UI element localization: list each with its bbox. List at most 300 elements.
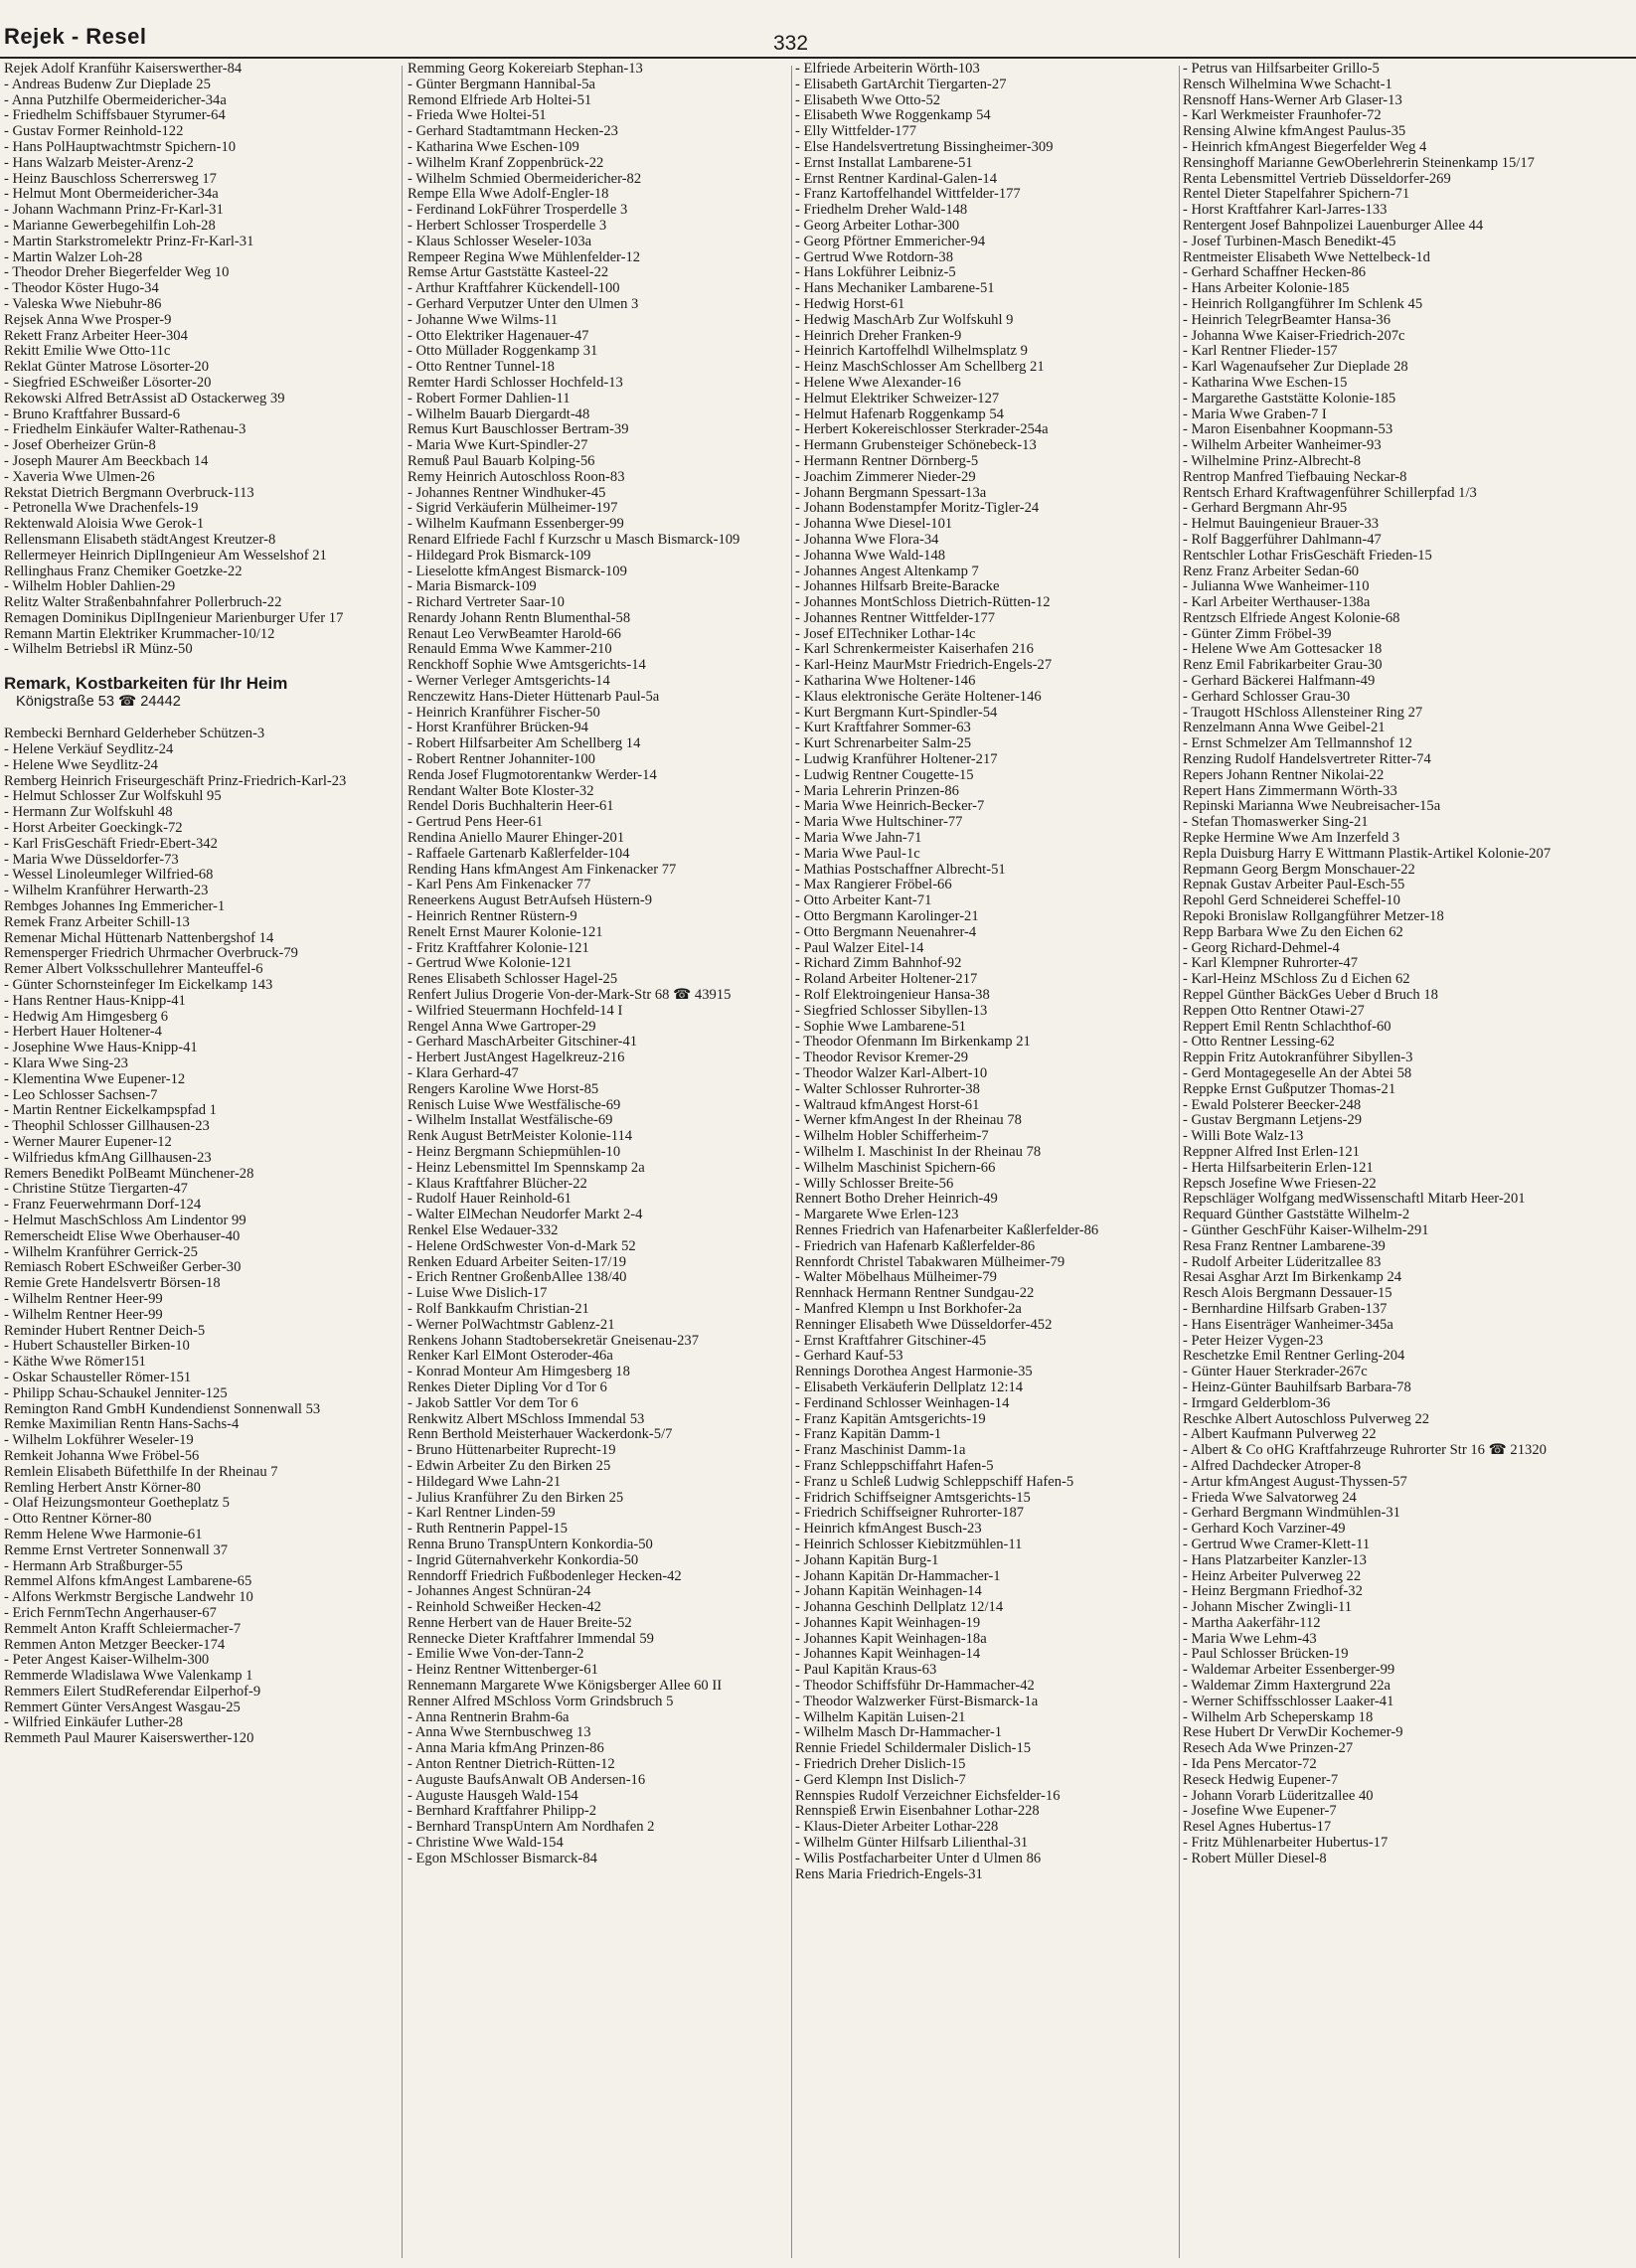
directory-entry: - Ingrid Güternahverkehr Konkordia-50: [408, 1551, 639, 1568]
directory-entry: - Wilhelm Schmied Obermeidericher-82: [408, 170, 642, 187]
directory-entry: - Hans Lokführer Leibniz-5: [795, 264, 956, 281]
directory-entry: - Johann Bodenstampfer Moritz-Tigler-24: [795, 500, 1040, 517]
directory-entry: - Raffaele Gartenarb Kaßlerfelder-104: [408, 845, 630, 862]
directory-entry: Remmert Günter VersAngest Wasgau-25: [4, 1699, 241, 1715]
directory-entry: - Wilhelm Günter Hilfsarb Lilienthal-31: [795, 1835, 1029, 1852]
directory-entry: - Otto Bergmann Neuenahrer-4: [795, 923, 977, 940]
directory-entry: - Walter Möbelhaus Mülheimer-79: [795, 1269, 997, 1286]
directory-entry: - Wilhelm Bauarb Diergardt-48: [408, 405, 590, 422]
directory-entry: Remke Maximilian Rentn Hans-Sachs-4: [4, 1416, 240, 1433]
directory-entry: Renninger Elisabeth Wwe Düsseldorfer-452: [795, 1316, 1053, 1333]
directory-entry: - Karl Rentner Linden-59: [408, 1505, 556, 1522]
directory-entry: - Robert Former Dahlien-11: [408, 390, 571, 406]
advertisement-block: [4, 674, 396, 711]
directory-entry: - Heinz MaschSchlosser Am Schellberg 21: [795, 359, 1045, 376]
directory-entry: Rentsch Erhard Kraftwagenführer Schillerpfad 1/3: [1183, 484, 1477, 501]
directory-entry: - Otto Bergmann Karolinger-21: [795, 908, 979, 925]
directory-entry: - Siegfried ESchweißer Lösorter-20: [4, 374, 212, 391]
directory-entry: - Martin Rentner Eickelkampspfad 1: [4, 1102, 217, 1119]
directory-entry: - Anton Rentner Dietrich-Rütten-12: [408, 1756, 615, 1773]
directory-entry: - Klara Wwe Sing-23: [4, 1055, 128, 1072]
directory-entry: Remberg Heinrich Friseurgeschäft Prinz-Friedrich-Karl-23: [4, 772, 347, 789]
directory-entry: - Wilhelm Masch Dr-Hammacher-1: [795, 1724, 1003, 1741]
page-header: [0, 0, 1636, 60]
directory-entry: - Johann Wachmann Prinz-Fr-Karl-31: [4, 202, 224, 219]
directory-entry: - Wilfriedus kfmAng Gillhausen-23: [4, 1149, 212, 1166]
directory-entry: - Georg Arbeiter Lothar-300: [795, 217, 960, 234]
directory-entry: - Wilfried Einkäufer Luther-28: [4, 1714, 183, 1731]
directory-entry: - Ruth Rentnerin Pappel-15: [408, 1521, 568, 1538]
directory-entry: - Helene Wwe Seydlitz-24: [4, 756, 158, 773]
directory-entry: - Sophie Wwe Lambarene-51: [795, 1018, 966, 1035]
directory-entry: - Wilhelm Kranf Zoppenbrück-22: [408, 154, 604, 171]
directory-entry: - Wilhelm Kranführer Herwarth-23: [4, 883, 209, 899]
directory-entry: - Heinz Rentner Wittenberger-61: [408, 1662, 598, 1679]
directory-entry: - Gerhard Schaffner Hecken-86: [1183, 264, 1367, 281]
directory-entry: - Johann Kapitän Burg-1: [795, 1551, 939, 1568]
directory-entry: - Friedrich van Hafenarb Kaßlerfelder-86: [795, 1237, 1036, 1254]
directory-entry: - Olaf Heizungsmonteur Goetheplatz 5: [4, 1495, 230, 1512]
directory-entry: - Hedwig Horst-61: [795, 295, 905, 312]
directory-entry: - Helmut Bauingenieur Brauer-33: [1183, 516, 1380, 533]
directory-entry: - Heinrich Rentner Rüstern-9: [408, 908, 577, 925]
directory-entry: - Else Handelsvertretung Bissingheimer-309: [795, 138, 1054, 155]
directory-entry: - Helmut Schlosser Zur Wolfskuhl 95: [4, 788, 222, 805]
directory-entry: Rensch Wilhelmina Wwe Schacht-1: [1183, 76, 1392, 92]
directory-entry: - Ernst Rentner Kardinal-Galen-14: [795, 170, 998, 187]
directory-entry: - Martin Starkstromelektr Prinz-Fr-Karl-31: [4, 233, 254, 249]
directory-entry: Remmel Alfons kfmAngest Lambarene-65: [4, 1573, 252, 1590]
directory-entry: - Ludwig Rentner Cougette-15: [795, 766, 974, 783]
directory-entry: - Ewald Polsterer Beecker-248: [1183, 1096, 1362, 1113]
directory-entry: - Karl-Heinz MSchloss Zu d Eichen 62: [1183, 971, 1410, 988]
directory-entry: - Wilhelm Arb Scheperskamp 18: [1183, 1708, 1374, 1725]
directory-entry: Renckhoff Sophie Wwe Amtsgerichts-14: [408, 657, 646, 674]
directory-entry: - Wilhelm Maschinist Spichern-66: [795, 1159, 996, 1176]
directory-entry: Rensing Alwine kfmAngest Paulus-35: [1183, 123, 1406, 140]
directory-entry: - Peter Heizer Vygen-23: [1183, 1332, 1324, 1349]
directory-entry: - Helene Wwe Alexander-16: [795, 374, 961, 391]
directory-entry: - Johannes MontSchloss Dietrich-Rütten-12: [795, 594, 1051, 611]
directory-entry: - Waldemar Arbeiter Essenberger-99: [1183, 1662, 1395, 1679]
directory-entry: Rennings Dorothea Angest Harmonie-35: [795, 1364, 1033, 1380]
directory-entry: Rembecki Bernhard Gelderheber Schützen-3: [4, 726, 265, 742]
directory-entry: - Ferdinand LokFührer Trosperdelle 3: [408, 202, 628, 219]
directory-entry: - Hubert Schausteller Birken-10: [4, 1338, 190, 1355]
directory-entry: - Wilfried Steuermann Hochfeld-14 I: [408, 1002, 623, 1019]
directory-entry: - Wilhelm Hobler Schifferheim-7: [795, 1128, 989, 1145]
directory-entry: - Johannes Kapit Weinhagen-18a: [795, 1630, 987, 1647]
directory-entry: Reppel Günther BäckGes Ueber d Bruch 18: [1183, 987, 1438, 1004]
directory-entry: Rennfordt Christel Tabakwaren Mülheimer-79: [795, 1253, 1065, 1270]
directory-entry: - Karl Klempner Ruhrorter-47: [1183, 955, 1358, 972]
directory-entry: - Valeska Wwe Niebuhr-86: [4, 295, 162, 312]
directory-entry: - Gerhard Bergmann Ahr-95: [1183, 500, 1348, 517]
directory-entry: Renkel Else Wedauer-332: [408, 1221, 559, 1238]
directory-entry: Rensnoff Hans-Werner Arb Glaser-13: [1183, 91, 1402, 108]
directory-entry: Rentmeister Elisabeth Wwe Nettelbeck-1d: [1183, 248, 1430, 265]
directory-entry: Renard Elfriede Fachl f Kurzschr u Masch Bismarck-109: [408, 531, 740, 548]
directory-entry: - Franz Maschinist Damm-1a: [795, 1442, 966, 1459]
directory-entry: Reklat Günter Matrose Lösorter-20: [4, 359, 209, 376]
directory-column-3: [795, 62, 1177, 2260]
directory-entry: - Fritz Mühlenarbeiter Hubertus-17: [1183, 1835, 1389, 1852]
directory-entry: - Maria Bismarck-109: [408, 578, 537, 595]
directory-entry: Rennspieß Erwin Eisenbahner Lothar-228: [795, 1803, 1040, 1820]
directory-entry: - Klaus Kraftfahrer Blücher-22: [408, 1175, 587, 1192]
directory-entry: - Karl Schrenkermeister Kaiserhafen 216: [795, 641, 1034, 658]
directory-entry: - Erich FernmTechn Angerhauser-67: [4, 1604, 217, 1621]
directory-entry: - Wilhelm Hobler Dahlien-29: [4, 578, 176, 595]
directory-entry: - Herbert Schlosser Trosperdelle 3: [408, 217, 607, 234]
directory-entry: - Wilhelm Arbeiter Wanheimer-93: [1183, 437, 1382, 454]
directory-entry: Remlein Elisabeth Büfetthilfe In der Rheinau 7: [4, 1463, 278, 1480]
directory-entry: Renda Josef Flugmotorentankw Werder-14: [408, 766, 657, 783]
directory-entry: - Friedrich Dreher Dislich-15: [795, 1756, 966, 1773]
directory-entry: - Franz Kapitän Amtsgerichts-19: [795, 1410, 986, 1427]
directory-entry: - Maria Wwe Paul-1c: [795, 845, 920, 862]
directory-entry: - Gerhard Koch Varziner-49: [1183, 1521, 1346, 1538]
directory-entry: Resch Alois Bergmann Dessauer-15: [1183, 1285, 1392, 1302]
directory-entry: - Theodor Revisor Kremer-29: [795, 1050, 969, 1066]
directory-entry: - Wilhelm Kaufmann Essenberger-99: [408, 516, 624, 533]
directory-entry: - Manfred Klempn u Inst Borkhofer-2a: [795, 1300, 1022, 1317]
directory-entry: - Petronella Wwe Drachenfels-19: [4, 500, 199, 517]
directory-entry: Reschetzke Emil Rentner Gerling-204: [1183, 1348, 1405, 1365]
directory-entry: Rennhack Hermann Rentner Sundgau-22: [795, 1285, 1035, 1302]
directory-entry: - Theodor Köster Hugo-34: [4, 280, 159, 297]
directory-entry: - Ferdinand Schlosser Weinhagen-14: [795, 1394, 1010, 1411]
directory-entry: - Gerhard Stadtamtmann Hecken-23: [408, 123, 618, 140]
directory-entry: Renna Bruno TranspUntern Konkordia-50: [408, 1536, 653, 1552]
directory-entry: Renzelmann Anna Wwe Geibel-21: [1183, 720, 1386, 736]
directory-entry: - Luise Wwe Dislich-17: [408, 1285, 548, 1302]
directory-entry: - Reinhold Schweißer Hecken-42: [408, 1599, 601, 1616]
directory-entry: - Theodor Schiffsführ Dr-Hammacher-42: [795, 1678, 1035, 1695]
directory-entry: - Heinz Lebensmittel Im Spennskamp 2a: [408, 1159, 645, 1176]
directory-entry: Rengel Anna Wwe Gartroper-29: [408, 1018, 596, 1035]
directory-entry: Rellermeyer Heinrich DiplIngenieur Am Wesselshof 21: [4, 547, 327, 564]
directory-entry: Reseck Hedwig Eupener-7: [1183, 1771, 1339, 1788]
directory-entry: - Petrus van Hilfsarbeiter Grillo-5: [1183, 62, 1380, 77]
directory-entry: Rekitt Emilie Wwe Otto-11c: [4, 343, 171, 360]
directory-entry: - Wilhelm Lokführer Weseler-19: [4, 1432, 194, 1449]
directory-entry: - Karl Werkmeister Fraunhofer-72: [1183, 107, 1382, 124]
directory-entry: - Christine Stütze Tiergarten-47: [4, 1181, 188, 1198]
directory-entry: - Robert Müller Diesel-8: [1183, 1850, 1327, 1866]
directory-entry: Remiasch Robert ESchweißer Gerber-30: [4, 1259, 242, 1276]
directory-entry: - Karl Pens Am Finkenacker 77: [408, 877, 591, 893]
directory-entry: - Werner Schiffsschlosser Laaker-41: [1183, 1693, 1394, 1709]
directory-entry: - Heinrich Schlosser Kiebitzmühlen-11: [795, 1536, 1023, 1552]
directory-entry: - Wilis Postfacharbeiter Unter d Ulmen 86: [795, 1850, 1042, 1866]
directory-column-1: [4, 62, 396, 2260]
directory-entry: - Theodor Ofenmann Im Birkenkamp 21: [795, 1034, 1031, 1051]
directory-entry: - Günter Bergmann Hannibal-5a: [408, 76, 595, 92]
directory-entry: Repohl Gerd Schneiderei Scheffel-10: [1183, 892, 1400, 909]
directory-entry: - Klaus Schlosser Weseler-103a: [408, 233, 592, 249]
directory-entry: - Rudolf Hauer Reinhold-61: [408, 1191, 572, 1208]
directory-entry: - Helmut MaschSchloss Am Lindentor 99: [4, 1212, 246, 1228]
directory-entry: - Kurt Schrenarbeiter Salm-25: [795, 735, 972, 752]
directory-entry: - Johanna Wwe Kaiser-Friedrich-207c: [1183, 327, 1405, 344]
directory-entry: - Erich Rentner GroßenbAllee 138/40: [408, 1269, 627, 1286]
directory-entry: Resech Ada Wwe Prinzen-27: [1183, 1740, 1354, 1757]
directory-entry: - Gertrud Pens Heer-61: [408, 814, 544, 831]
directory-entry: - Helmut Elektriker Schweizer-127: [795, 390, 1000, 406]
directory-entry: - Paul Schlosser Brücken-19: [1183, 1646, 1349, 1663]
directory-entry: - Johann Vorarb Lüderitzallee 40: [1183, 1787, 1374, 1804]
directory-entry: Renes Elisabeth Schlosser Hagel-25: [408, 971, 618, 988]
directory-entry: - Josef Turbinen-Masch Benedikt-45: [1183, 233, 1396, 249]
directory-entry: - Herbert JustAngest Hagelkreuz-216: [408, 1050, 625, 1066]
directory-entry: Remington Rand GmbH Kundendienst Sonnenwall 53: [4, 1400, 321, 1417]
directory-entry: - Günther GeschFühr Kaiser-Wilhelm-291: [1183, 1221, 1429, 1238]
directory-entry: - Rudolf Arbeiter Lüderitzallee 83: [1183, 1253, 1382, 1270]
directory-entry: Repers Johann Rentner Nikolai-22: [1183, 766, 1385, 783]
directory-entry: - Heinz Arbeiter Pulverweg 22: [1183, 1567, 1362, 1584]
directory-entry: - Herbert Kokereischlosser Sterkrader-254a: [795, 421, 1049, 438]
directory-entry: Reppen Otto Rentner Otawi-27: [1183, 1002, 1365, 1019]
directory-entry: Resel Agnes Hubertus-17: [1183, 1819, 1332, 1836]
directory-entry: - Klaus elektronische Geräte Holtener-146: [795, 688, 1042, 705]
directory-entry: Renn Berthold Meisterhauer Wackerdonk-5/7: [408, 1426, 673, 1443]
directory-entry: Rempeer Regina Wwe Mühlenfelder-12: [408, 248, 641, 265]
directory-entry: - Gerd Montagegeselle An der Abtei 58: [1183, 1065, 1412, 1081]
directory-entry: - Walter Schlosser Ruhrorter-38: [795, 1080, 980, 1097]
directory-entry: - Gerhard MaschArbeiter Gitschiner-41: [408, 1034, 638, 1051]
directory-entry: - Johannes Hilfsarb Breite-Baracke: [795, 578, 1000, 595]
directory-entry: Remmeth Paul Maurer Kaiserswerther-120: [4, 1730, 254, 1747]
directory-entry: - Robert Hilfsarbeiter Am Schellberg 14: [408, 735, 641, 752]
directory-entry: - Alfred Dachdecker Atroper-8: [1183, 1457, 1362, 1474]
directory-entry: Renkens Johann Stadtobersekretär Gneisenau-237: [408, 1332, 700, 1349]
directory-entry: - Johannes Rentner Wittfelder-177: [795, 609, 996, 626]
running-head: Rejek - Resel: [4, 24, 147, 49]
directory-entry: - Egon MSchlosser Bismarck-84: [408, 1850, 597, 1866]
directory-entry: - Johannes Rentner Windhuker-45: [408, 484, 606, 501]
directory-entry: - Bernhard TranspUntern Am Nordhafen 2: [408, 1819, 655, 1836]
directory-entry: - Elisabeth Wwe Roggenkamp 54: [795, 107, 991, 124]
directory-entry: Rengers Karoline Wwe Horst-85: [408, 1080, 599, 1097]
directory-entry: - Rolf Baggerführer Dahlmann-47: [1183, 531, 1382, 548]
directory-entry: - Helene OrdSchwester Von-d-Mark 52: [408, 1237, 636, 1254]
directory-entry: - Hans Arbeiter Kolonie-185: [1183, 280, 1350, 297]
directory-entry: Remling Herbert Anstr Körner-80: [4, 1479, 201, 1496]
directory-column-4: [1183, 62, 1632, 2260]
directory-entry: Rekowski Alfred BetrAssist aD Ostackerweg 39: [4, 390, 285, 406]
directory-entry: - Hans Walzarb Meister-Arenz-2: [4, 154, 194, 171]
directory-entry: - Julianna Wwe Wanheimer-110: [1183, 578, 1370, 595]
directory-entry: - Georg Pförtner Emmericher-94: [795, 233, 986, 249]
directory-entry: - Hans Platzarbeiter Kanzler-13: [1183, 1551, 1367, 1568]
directory-entry: - Kurt Kraftfahrer Sommer-63: [795, 720, 971, 736]
directory-entry: - Gertrud Wwe Kolonie-121: [408, 955, 573, 972]
directory-entry: - Frieda Wwe Salvatorweg 24: [1183, 1489, 1357, 1506]
directory-entry: Repsch Josefine Wwe Friesen-22: [1183, 1175, 1377, 1192]
directory-entry: Rekstat Dietrich Bergmann Overbruck-113: [4, 484, 254, 501]
directory-entry: Renczewitz Hans-Dieter Hüttenarb Paul-5a: [408, 688, 660, 705]
directory-entry: - Otto Elektriker Hagenauer-47: [408, 327, 589, 344]
directory-entry: Renaut Leo VerwBeamter Harold-66: [408, 625, 621, 642]
directory-entry: - Maron Eisenbahner Koopmann-53: [1183, 421, 1393, 438]
directory-entry: - Johanna Wwe Diesel-101: [795, 516, 953, 533]
directory-entry: - Katharina Wwe Eschen-15: [1183, 374, 1348, 391]
directory-entry: - Gerhard Kauf-53: [795, 1348, 903, 1365]
directory-entry: Reminder Hubert Rentner Deich-5: [4, 1322, 206, 1339]
directory-entry: - Joachim Zimmerer Nieder-29: [795, 468, 976, 485]
directory-entry: - Johanna Wwe Wald-148: [795, 547, 946, 564]
directory-entry: - Max Rangierer Fröbel-66: [795, 877, 952, 893]
directory-entry: Renauld Emma Wwe Kammer-210: [408, 641, 612, 658]
directory-entry: - Maria Lehrerin Prinzen-86: [795, 782, 959, 799]
directory-entry: - Georg Richard-Dehmel-4: [1183, 939, 1340, 956]
directory-entry: - Emilie Wwe Von-der-Tann-2: [408, 1646, 584, 1663]
directory-entry: Rejek Adolf Kranführ Kaiserswerther-84: [4, 62, 243, 77]
directory-entry: - Johanne Wwe Wilms-11: [408, 311, 559, 328]
directory-entry: Renz Franz Arbeiter Sedan-60: [1183, 563, 1360, 579]
directory-entry: Rensinghoff Marianne GewOberlehrerin Steinenkamp 15/17: [1183, 154, 1535, 171]
directory-entry: Rentel Dieter Stapelfahrer Spichern-71: [1183, 186, 1410, 203]
directory-entry: - Wessel Linoleumleger Wilfried-68: [4, 867, 214, 884]
directory-entry: - Margarete Wwe Erlen-123: [795, 1207, 959, 1223]
directory-entry: - Heinrich kfmAngest Busch-23: [795, 1521, 982, 1538]
directory-entry: Rendina Aniello Maurer Ehinger-201: [408, 830, 625, 847]
directory-entry: Rentergent Josef Bahnpolizei Lauenburger Allee 44: [1183, 217, 1484, 234]
directory-entry: Remek Franz Arbeiter Schill-13: [4, 913, 190, 930]
directory-entry: Remy Heinrich Autoschloss Roon-83: [408, 468, 625, 485]
directory-entry: - Josefine Wwe Eupener-7: [1183, 1803, 1337, 1820]
directory-entry: - Johann Mischer Zwingli-11: [1183, 1599, 1353, 1616]
directory-entry: - Theodor Walzwerker Fürst-Bismarck-1a: [795, 1693, 1039, 1709]
directory-entry: - Wilhelm I. Maschinist In der Rheinau 78: [795, 1143, 1042, 1160]
directory-entry: - Werner Maurer Eupener-12: [4, 1134, 172, 1150]
directory-columns: [0, 62, 1636, 2260]
directory-entry: - Gerhard Schlosser Grau-30: [1183, 688, 1351, 705]
directory-entry: Remmers Eilert StudReferendar Eilperhof-9: [4, 1683, 261, 1700]
directory-entry: - Richard Zimm Bahnhof-92: [795, 955, 962, 972]
directory-entry: - Maria Wwe Düsseldorfer-73: [4, 851, 179, 868]
directory-entry: - Otto Arbeiter Kant-71: [795, 892, 932, 909]
directory-entry: - Anna Maria kfmAng Prinzen-86: [408, 1740, 604, 1757]
directory-entry: - Jakob Sattler Vor dem Tor 6: [408, 1394, 578, 1411]
directory-entry: - Albert & Co oHG Kraftfahrzeuge Ruhrorter Str 16 ☎ 21320: [1183, 1442, 1547, 1459]
directory-entry: - Paul Kapitän Kraus-63: [795, 1662, 937, 1679]
directory-entry: - Josef ElTechniker Lothar-14c: [795, 625, 976, 642]
directory-entry: - Wilhelm Kranführer Gerrick-25: [4, 1243, 198, 1260]
directory-entry: - Maria Wwe Lehm-43: [1183, 1630, 1317, 1647]
directory-entry: - Robert Rentner Johanniter-100: [408, 751, 595, 768]
directory-entry: - Hedwig MaschArb Zur Wolfskuhl 9: [795, 311, 1014, 328]
directory-entry: - Mathias Postschaffner Albrecht-51: [795, 861, 1006, 878]
directory-entry: - Xaveria Wwe Ulmen-26: [4, 468, 155, 485]
directory-entry: Rekett Franz Arbeiter Heer-304: [4, 327, 188, 344]
directory-entry: Rennecke Dieter Kraftfahrer Immendal 59: [408, 1630, 654, 1647]
directory-entry: - Maria Wwe Kurt-Spindler-27: [408, 437, 588, 454]
directory-entry: - Waltraud kfmAngest Horst-61: [795, 1096, 980, 1113]
directory-entry: - Edwin Arbeiter Zu den Birken 25: [408, 1457, 611, 1474]
directory-entry: - Leo Schlosser Sachsen-7: [4, 1086, 158, 1103]
directory-entry: Rentrop Manfred Tiefbauing Neckar-8: [1183, 468, 1407, 485]
directory-entry: - Theodor Dreher Biegerfelder Weg 10: [4, 264, 230, 281]
directory-entry: - Günter Hauer Sterkrader-267c: [1183, 1364, 1368, 1380]
directory-entry: - Artur kfmAngest August-Thyssen-57: [1183, 1473, 1407, 1490]
directory-entry: - Johann Bergmann Spessart-13a: [795, 484, 987, 501]
directory-entry: - Anna Wwe Sternbuschweg 13: [408, 1724, 591, 1741]
directory-entry: - Ida Pens Mercator-72: [1183, 1756, 1317, 1773]
header-rule: [0, 57, 1636, 59]
directory-entry: - Ernst Kraftfahrer Gitschiner-45: [795, 1332, 987, 1349]
directory-entry: - Hermann Zur Wolfskuhl 48: [4, 804, 173, 821]
directory-entry: - Rolf Elektroingenieur Hansa-38: [795, 987, 990, 1004]
directory-entry: Rempe Ella Wwe Adolf-Engler-18: [408, 186, 609, 203]
directory-entry: - Otto Müllader Roggenkamp 31: [408, 343, 598, 360]
directory-entry: - Lieselotte kfmAngest Bismarck-109: [408, 563, 627, 579]
directory-entry: - Theophil Schlosser Gillhausen-23: [4, 1118, 210, 1135]
directory-entry: - Elfriede Arbeiterin Wörth-103: [795, 62, 980, 77]
directory-entry: - Konrad Monteur Am Himgesberg 18: [408, 1364, 630, 1380]
directory-entry: - Käthe Wwe Römer151: [4, 1354, 146, 1371]
directory-entry: - Klaus-Dieter Arbeiter Lothar-228: [795, 1819, 999, 1836]
directory-entry: - Helmut Mont Obermeidericher-34a: [4, 186, 219, 203]
directory-entry: - Heinz Bergmann Friedhof-32: [1183, 1583, 1363, 1600]
directory-entry: Resai Asghar Arzt Im Birkenkamp 24: [1183, 1269, 1402, 1286]
directory-entry: Rektenwald Aloisia Wwe Gerok-1: [4, 516, 205, 533]
directory-entry: Renndorff Friedrich Fußbodenleger Hecken-42: [408, 1567, 682, 1584]
directory-entry: - Albert Kaufmann Pulverweg 22: [1183, 1426, 1377, 1443]
directory-entry: - Friedhelm Einkäufer Walter-Rathenau-3: [4, 421, 246, 438]
directory-entry: - Willi Bote Walz-13: [1183, 1128, 1304, 1145]
directory-entry: - Franz Feuerwehrmann Dorf-124: [4, 1197, 202, 1214]
directory-entry: Renisch Luise Wwe Westfälische-69: [408, 1096, 621, 1113]
directory-entry: - Siegfried Schlosser Sibyllen-13: [795, 1002, 988, 1019]
directory-entry: - Peter Angest Kaiser-Wilhelm-300: [4, 1652, 210, 1669]
directory-entry: Renk August BetrMeister Kolonie-114: [408, 1128, 633, 1145]
directory-entry: - Johannes Kapit Weinhagen-19: [795, 1614, 981, 1631]
directory-entry: - Klementina Wwe Eupener-12: [4, 1070, 186, 1087]
directory-entry: - Martin Walzer Loh-28: [4, 248, 143, 265]
directory-entry: - Fridrich Schiffseigner Amtsgerichts-15: [795, 1489, 1031, 1506]
directory-entry: - Herbert Hauer Holtener-4: [4, 1024, 162, 1041]
directory-entry: Reneerkens August BetrAufseh Hüstern-9: [408, 892, 653, 909]
directory-entry: - Werner Verleger Amtsgerichts-14: [408, 673, 610, 690]
directory-entry: - Heinrich Dreher Franken-9: [795, 327, 962, 344]
directory-entry: - Margarethe Gaststätte Kolonie-185: [1183, 390, 1396, 406]
directory-entry: - Hans Mechaniker Lambarene-51: [795, 280, 995, 297]
directory-entry: - Oskar Schausteller Römer-151: [4, 1369, 192, 1385]
directory-entry: - Richard Vertreter Saar-10: [408, 594, 565, 611]
directory-entry: - Helene Wwe Am Gottesacker 18: [1183, 641, 1383, 658]
directory-entry: Rennemann Margarete Wwe Königsberger Allee 60 II: [408, 1678, 723, 1695]
directory-entry: - Hermann Arb Straßburger-55: [4, 1557, 183, 1574]
directory-entry: - Ernst Installat Lambarene-51: [795, 154, 973, 171]
directory-entry: Rendant Walter Bote Kloster-32: [408, 782, 594, 799]
directory-entry: - Hermann Grubensteiger Schönebeck-13: [795, 437, 1037, 454]
directory-entry: - Ludwig Kranführer Holtener-217: [795, 751, 998, 768]
directory-entry: - Ernst Schmelzer Am Tellmannshof 12: [1183, 735, 1412, 752]
directory-entry: Remme Ernst Vertreter Sonnenwall 37: [4, 1541, 229, 1558]
directory-entry: Rennie Friedel Schildermaler Dislich-15: [795, 1740, 1032, 1757]
directory-entry: - Wilhelm Betriebsl iR Münz-50: [4, 641, 193, 658]
directory-entry: - Paul Walzer Eitel-14: [795, 939, 924, 956]
directory-entry: - Johann Kapitän Dr-Hammacher-1: [795, 1567, 1001, 1584]
directory-entry: Renne Herbert van de Hauer Breite-52: [408, 1614, 632, 1631]
directory-entry: - Johannes Angest Altenkamp 7: [795, 563, 979, 579]
directory-entry: Resa Franz Rentner Lambarene-39: [1183, 1237, 1386, 1254]
directory-entry: - Gerhard Verputzer Unter den Ulmen 3: [408, 295, 639, 312]
directory-entry: - Roland Arbeiter Holtener-217: [795, 971, 978, 988]
directory-entry: - Katharina Wwe Eschen-109: [408, 138, 579, 155]
